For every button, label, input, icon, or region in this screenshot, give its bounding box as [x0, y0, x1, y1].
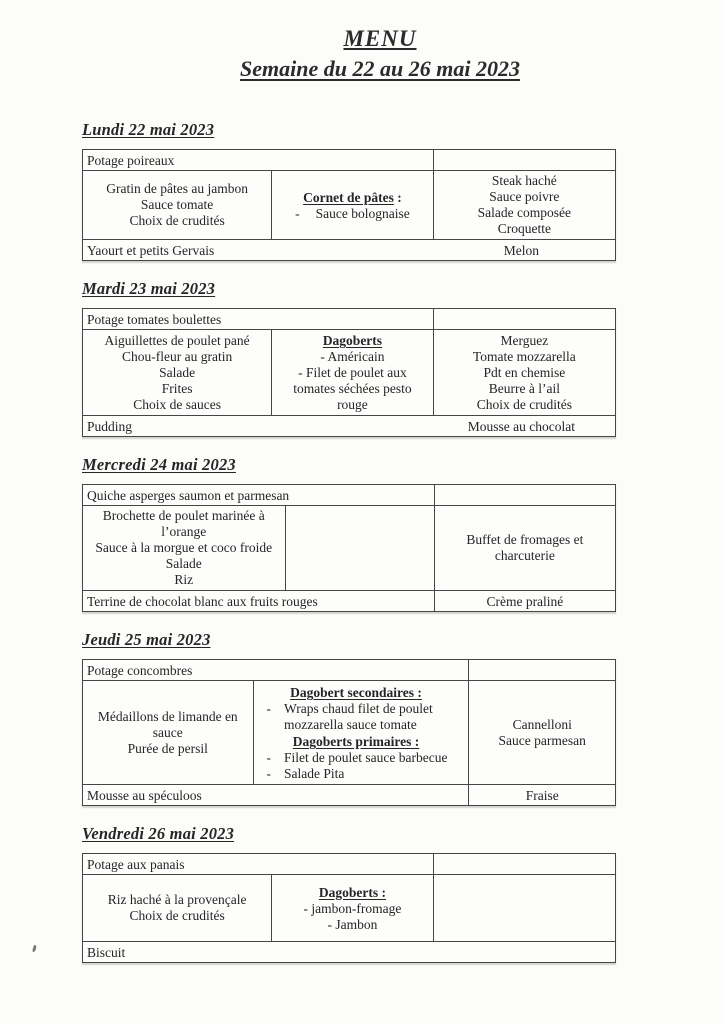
- dessert-item-left: Terrine de chocolat blanc aux fruits rouges: [83, 591, 435, 612]
- menu-item: - Wraps chaud filet de poulet mozzarella sauce tomate: [266, 701, 433, 732]
- menu-item: Brochette de poulet marinée à l’orange: [102, 508, 265, 539]
- main-option-2: [285, 506, 434, 591]
- main-option-3: [433, 875, 615, 942]
- main-course-row: [83, 506, 616, 591]
- empty-cell: [433, 150, 615, 171]
- main-course-row: [83, 681, 616, 785]
- soup-item: Potage poireaux: [83, 150, 434, 171]
- menu-item: Merguez: [500, 332, 549, 348]
- menu-item: - Sauce bolognaise: [295, 205, 410, 221]
- menu-category-header: Dagobert secondaires :: [290, 685, 422, 700]
- dessert-row: [83, 416, 616, 437]
- main-option-1: [83, 506, 286, 591]
- menu-table-wednesday: [82, 484, 616, 612]
- dessert-item-right: Fraise: [469, 785, 616, 806]
- main-course-row: [83, 330, 616, 416]
- scan-artifact: [32, 945, 37, 953]
- soup-item: Potage aux panais: [83, 854, 434, 875]
- empty-cell: [469, 660, 616, 681]
- day-heading-friday: Vendredi 26 mai 2023: [82, 824, 235, 843]
- day-section-friday: [82, 824, 616, 963]
- dessert-cell: [83, 240, 616, 261]
- dessert-item-left: Yaourt et petits Gervais: [87, 242, 215, 258]
- main-option-2: [272, 171, 433, 240]
- menu-item: Choix de crudités: [129, 908, 225, 923]
- menu-item: Riz: [174, 572, 194, 587]
- empty-cell: [434, 485, 615, 506]
- dessert-item-left: Mousse au spéculoos: [83, 785, 469, 806]
- day-heading-tuesday: Mardi 23 mai 2023: [82, 279, 216, 298]
- menu-item: - Filet de poulet aux tomates séchées pesto rouge: [293, 365, 412, 412]
- day-heading-thursday: Jeudi 25 mai 2023: [82, 630, 211, 649]
- menu-item: Sauce à la morgue et coco froide: [95, 540, 273, 555]
- menu-item: Croquette: [497, 221, 551, 236]
- document-header: [0, 0, 724, 84]
- menu-item: Choix de sauces: [133, 396, 221, 412]
- menu-item: - jambon-fromage: [303, 900, 402, 916]
- dessert-cell: [83, 942, 616, 963]
- soup-row: [83, 854, 616, 875]
- menu-item: Beurre à l’ail: [488, 380, 560, 396]
- dessert-item-left: Biscuit: [87, 944, 126, 960]
- main-option-3: [433, 330, 615, 416]
- dessert-cell: [83, 416, 616, 437]
- empty-cell: [433, 309, 615, 330]
- soup-item: Potage concombres: [83, 660, 469, 681]
- dessert-row: [83, 785, 616, 806]
- dessert-item-left: Pudding: [87, 418, 133, 434]
- menu-item: Sauce parmesan: [498, 732, 586, 748]
- menu-item: Pdt en chemise: [483, 364, 566, 380]
- main-option-2: [272, 875, 433, 942]
- menu-item: - Jambon: [327, 916, 378, 932]
- soup-item: Potage tomates boulettes: [83, 309, 434, 330]
- menu-category-header: Dagoberts :: [318, 884, 386, 900]
- main-course-row: [83, 875, 616, 942]
- menu-item: Buffet de fromages et charcuterie: [466, 532, 584, 563]
- dessert-row: [83, 942, 616, 963]
- day-section-thursday: [82, 630, 616, 806]
- soup-item: Quiche asperges saumon et parmesan: [83, 485, 435, 506]
- day-section-tuesday: [82, 279, 616, 437]
- menu-table-thursday: [82, 659, 616, 806]
- document-title: MENU: [343, 26, 417, 51]
- menu-item: Médaillons de limande en sauce: [97, 708, 238, 740]
- day-heading-monday: Lundi 22 mai 2023: [82, 120, 215, 139]
- dessert-row: [83, 240, 616, 261]
- day-section-wednesday: [82, 455, 616, 612]
- main-option-3: [434, 506, 615, 591]
- main-option-2: [253, 681, 469, 785]
- menu-item: Tomate mozzarella: [472, 348, 576, 364]
- menu-item: Sauce poivre: [489, 189, 560, 204]
- menu-item: Chou-fleur au gratin: [121, 348, 233, 364]
- menu-category-header: Dagoberts primaires :: [292, 734, 420, 749]
- main-option-3: [469, 681, 616, 785]
- menu-category-header: Cornet de pâtes :: [303, 189, 402, 205]
- menu-item: Frites: [161, 380, 193, 396]
- menu-item: Choix de crudités: [476, 396, 572, 412]
- main-option-1: [83, 875, 272, 942]
- menu-item: - Américain: [320, 349, 385, 364]
- main-option-3: [433, 171, 615, 240]
- soup-row: [83, 485, 616, 506]
- menu-content: [82, 120, 616, 963]
- dessert-row: [83, 591, 616, 612]
- day-heading-wednesday: Mercredi 24 mai 2023: [82, 455, 236, 474]
- main-option-1: [83, 171, 272, 240]
- main-option-1: [83, 330, 272, 416]
- main-option-1: [83, 681, 254, 785]
- menu-item: - Filet de poulet sauce barbecue: [266, 750, 448, 765]
- menu-table-tuesday: [82, 308, 616, 437]
- menu-item: Sauce tomate: [140, 197, 214, 212]
- menu-item: Gratin de pâtes au jambon: [106, 181, 248, 196]
- menu-item: Choix de crudités: [129, 213, 225, 228]
- dessert-item-right: Melon: [503, 242, 540, 258]
- menu-item: Salade: [165, 556, 202, 571]
- document-subtitle: Semaine du 22 au 26 mai 2023: [240, 56, 520, 81]
- menu-item: Cannelloni: [512, 716, 572, 732]
- menu-item: Salade: [159, 364, 196, 380]
- menu-item: Salade composée: [477, 205, 572, 220]
- menu-item: Aiguillettes de poulet pané: [104, 332, 250, 348]
- soup-row: [83, 309, 616, 330]
- menu-item: - Salade Pita: [266, 766, 345, 781]
- menu-item: Riz haché à la provençale: [107, 892, 247, 907]
- day-section-monday: [82, 120, 616, 261]
- empty-cell: [433, 854, 615, 875]
- soup-row: [83, 660, 616, 681]
- main-option-2: [272, 330, 433, 416]
- menu-category-header: Dagoberts: [322, 333, 383, 348]
- menu-item: Purée de persil: [127, 740, 208, 756]
- menu-item: Steak haché: [491, 173, 557, 188]
- soup-row: [83, 150, 616, 171]
- main-course-row: [83, 171, 616, 240]
- dessert-item-right: Mousse au chocolat: [467, 418, 576, 434]
- menu-table-monday: [82, 149, 616, 261]
- dessert-item-right: Crème praliné: [434, 591, 615, 612]
- menu-table-friday: [82, 853, 616, 963]
